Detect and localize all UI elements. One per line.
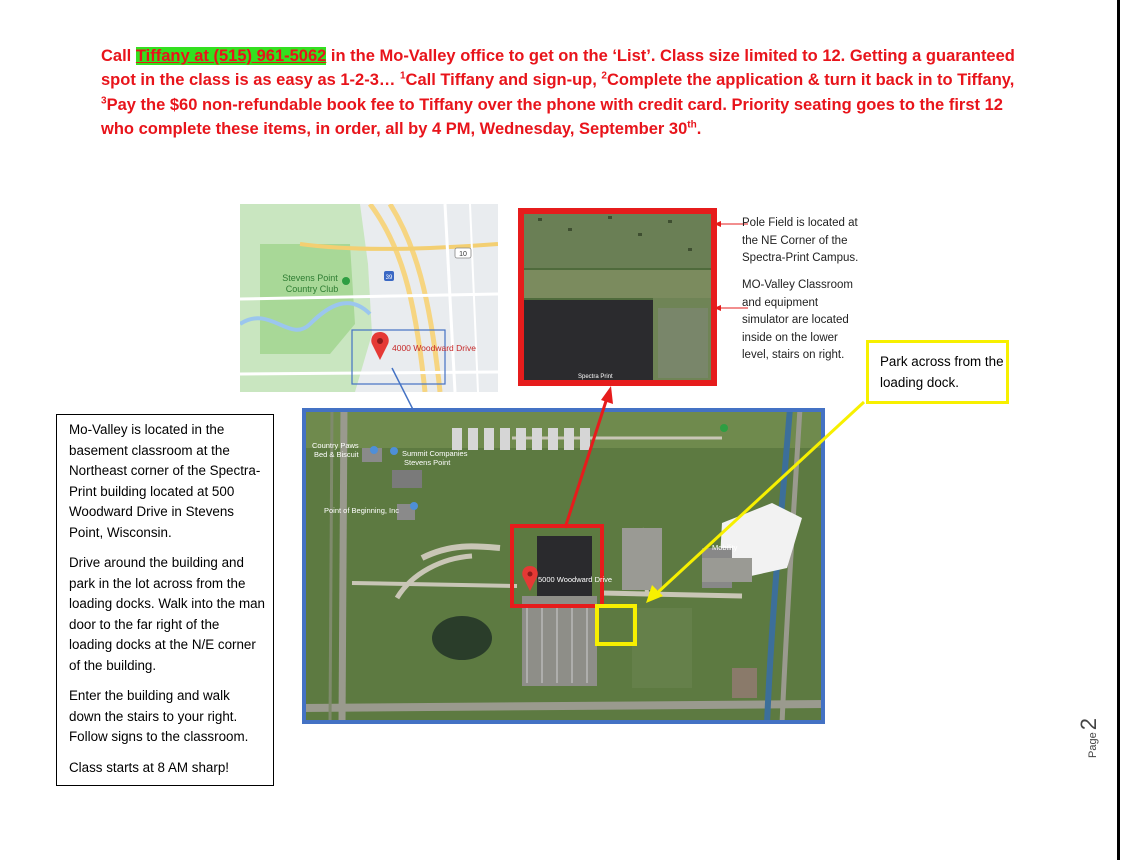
header-text-5: Pay the $60 non-refundable book fee to Tiffany over the phone with credit card. Priority seating goes to the first 12 who complete these items, in order, all by 4 PM, Wednesday, September 30 [101,95,1003,138]
header-text-1: Call [101,47,136,65]
label-5000-woodward: 5000 Woodward Drive [538,575,613,584]
pole-field-note: Pole Field is located at the NE Corner of the Spectra-Print Campus. [742,217,859,265]
golf-icon [342,277,350,285]
aerial-closeup [518,208,717,386]
directions-parking: Drive around the building and park in the lot across from the loading docks. Walk into the man door to the far right of the loading docks at the N/E corner of the building. [69,555,266,673]
poi-icon-summit [390,447,398,455]
header-text-4: Complete the application & turn it back in to Tiffany, [606,71,1015,90]
tiffany-phone-highlight: Tiffany at (515) 961-5062 [135,47,327,65]
yellow-arrow [638,398,868,608]
poi-icon-beginning [410,502,418,510]
pond [432,616,492,660]
header-text-2: in the Mo-Valley office to get on the ‘List’. Class size limited to 12. Getting a guaranteed spot in the class is as easy as 1-2-3… [101,47,1015,90]
label-bed-biscuit: Bed & Biscuit [314,450,359,459]
step-3-sup: 3 [101,95,107,107]
label-stevens-point: Stevens Point [404,458,451,467]
step-2-sup: 2 [601,70,607,82]
page-number [1062,712,1112,762]
highway-badge-label: 39 [385,275,393,281]
poi-icon-paws [370,446,378,454]
country-club-label-2: Country Club [285,284,339,294]
classroom-note: MO-Valley Classroom and equipment simulator are located inside on the lower level, stairs on right. [742,279,853,362]
header-instructions [101,44,1031,141]
page-digit: 2 [1076,718,1101,731]
label-mobility: Mobility [712,543,738,552]
directions-start-time: Class starts at 8 AM sharp! [69,759,230,775]
step-1-sup: 1 [399,70,406,82]
label-summit: Summit Companies [402,449,468,458]
red-arrow [555,384,625,534]
spectra-print-building [537,536,592,596]
map-pin-label: 4000 Woodward Drive [392,343,476,353]
directions-box [56,414,274,786]
page-word: Page [1087,732,1099,758]
page-edge-rule [1117,0,1120,860]
park-callout-box: Park across from the loading dock. [866,340,1009,404]
route-badge-label: 10 [459,251,467,258]
closeup-caption: Spectra Print [578,374,613,380]
header-text-6: . [696,119,702,138]
header-text-3: Call Tiffany and sign-up, [405,71,602,90]
label-country-paws: Country Paws [312,441,359,450]
th-sup: th [687,119,697,131]
country-club-label-1: Stevens Point [282,273,338,283]
directions-entry: Enter the building and walk down the stairs to your right. Follow signs to the classroom. [69,688,249,744]
directions-location: Mo-Valley is located in the basement classroom at the Northeast corner of the Spectra-Print building located at 500 Woodward Drive in Stevens Point, Wisconsin. [69,422,261,540]
label-point-of-beginning: Point of Beginning, Inc [324,506,400,515]
